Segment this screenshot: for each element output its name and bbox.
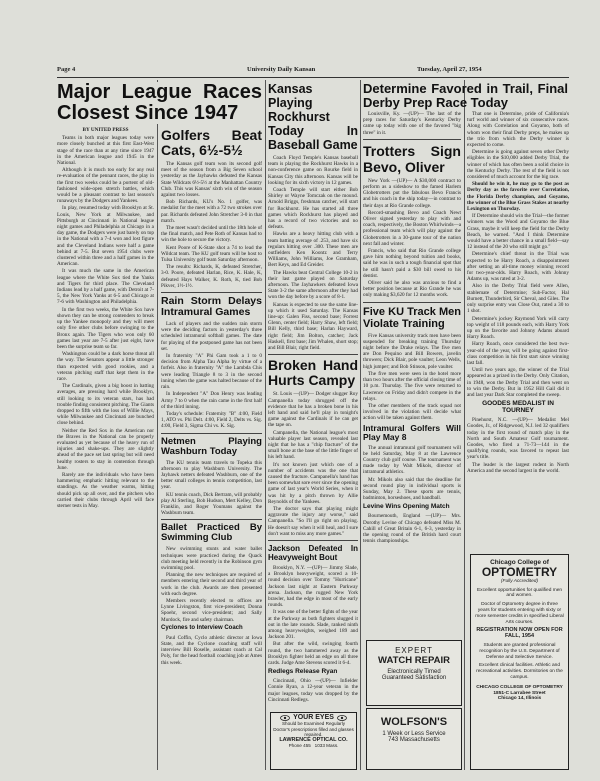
article-paragraph: Brooklyn, N.Y. —(UP)— Jimmy Slade, a Brooklyn heavyweight, scored a 10-round decision over Tommy "Hurricane" Jackson last night at Eastern Parkway arena. Jackson, the rugged New York brawler, had the edge in most of the early rounds. xyxy=(268,564,358,609)
article-paragraph: In Independent "A" Don Henry was leading Army 7 to 0 when the rain came in the first half of the third inning. xyxy=(161,391,262,410)
article-paragraph: Should he win it, he may go to the post as Derby day as the favorite over Correlation, the Florida Derby champion, and Goyamo, the winner of the Blue Grass Stakes at nearby Lexington on Thursday. xyxy=(467,181,569,213)
article-paragraph: The annual intramural golf tournament will be held Saturday, May 8 at the Lawrence Country club golf course. The tournament was made today by Walt Mikols, director of intramural athletics. xyxy=(363,444,461,476)
article-paragraph: Cincinnati, Ohio —(UP)— Infielder Connie Ryan, a 12-year veteran in the major leagues, today was dropped by the Cincinnati Redlegs. xyxy=(268,678,358,703)
article-paragraph: Coach Floyd Temple's Kansas baseball team is playing the Rockhurst Hawks in a non-conference game on Rourke field in Kansas City this afternoon. Kansas will be looking for its sixth victory in 12 games. xyxy=(268,155,358,186)
article-paragraph: Bob Richards, KU's No. 1 golfer, was medalist for the meet with a 72 two strokes over par. Richards defeated John Stretcher 3-0 in that match. xyxy=(161,199,262,224)
article-paragraph: Kent Poore of K-State shot a 74 to lead the Wildcat team. The KU golf team will be host to Tulsa University golf team Saturday afternoon. xyxy=(161,244,262,264)
header-rule xyxy=(57,77,569,78)
ad-opt-address1: CHICAGO COLLEGE OF OPTOMETRY xyxy=(476,684,563,690)
col-divider xyxy=(464,80,465,770)
article-paragraph: Rarely are the individuals who have been hammering emphatic hitting relevant to the standings. As the weather warms, hitting should pick up all over, and the pitchers who carried their clubs through April will face sterner tests in May. xyxy=(57,471,154,509)
article-paragraph: Washington could be a dark horse threat all the way. The Senators appear a little stronger than expected with good rookies, and a veteran pitching staff that kept them in the race. xyxy=(57,351,154,382)
article-paragraph: The doctor says that playing might aggravate the injury any worse," said Campanella. "So I'll go right on playing. He doesn't say when it will heal, and I sure don't want to miss any more games." xyxy=(268,505,358,537)
article-paragraph: Today's schedule: Fraternity "B" 4:00, Field 1, ATO vs. Phi Delt. 4:00, Field 2, Delts vs. Sig. 4:00, Field 3, Sigma Chi vs. K. Sig. xyxy=(161,410,262,430)
article-paragraph: Francis, who said that Rio Grande college gave him nothing beyond tuition and books, said he was in such a tough financial spot that he still hasn't paid a $30 bill owed to his dentist. xyxy=(363,248,461,279)
column-2 xyxy=(161,126,262,771)
ad-opt-body4: Excellent clinical facilities. Athletic and recreational activities. Dormitories on the campus. xyxy=(476,663,563,680)
ad-chicago-optometry xyxy=(470,554,569,770)
article-paragraph: It's not known just which one of a number of accidents was the one that caused the fracture. Campanella's hand has been somewhat sore ever since the opening game of last year's World Series, when it was hit by a pitch thrown by Allie Reynolds of the Yankees. xyxy=(268,461,358,505)
ad-opt-body2: Doctor of Optometry degree in three years for students entering with sixty or more semester credits in specified Liberal Arts courses. xyxy=(475,602,564,625)
article-paragraph: Harry Roach, once considered the best two-year-old of the year, will be going against first-class competition in his first start since winning last fall. xyxy=(467,341,569,366)
ad-eyes-line2: Doctor's prescriptions filled and glasses repaired. xyxy=(273,726,354,737)
article-paragraph: Oliver said he also was anxious to find a better position because at Rio Grande he was only making $3,620 for 12 months work. xyxy=(363,280,461,299)
headline-netmen: Netmen Playing Washburn Today xyxy=(161,435,262,457)
article-paragraph: Five Kansas university track men have been suspended for breaking training Thursday night before the Drake relays. The five men are Don Pequino and Bill Bowers, javelin throwers; Dick Blair, pole vaulter; Leon Wells, high jumper; and Bob Stinson, pole vaulter. xyxy=(363,332,461,370)
article-paragraph: Teams in both major leagues today were more closely bunched at this first East-West stage of the race than at any time since 1947 in the American league and 1945 in the National. xyxy=(57,135,154,167)
article-paragraph: KU tennis coach, Dick Bertram, will probably play Al Sterling, Bob Hudson, Mert Kelley, Don Franklin, and Roger Youmans against the Washburn team. xyxy=(161,491,262,517)
article-paragraph: New York —(UP)— A $30,000 contract to perform as a sideshow to the famed Harlem Globetrotters put the fabulous Bevo Francis and his coach in the ship today—in contrast to their days at Rio Grande college. xyxy=(363,177,461,209)
ad-watch-repair xyxy=(366,640,462,706)
issue-date: Tuesday, April 27, 1954 xyxy=(417,66,482,73)
ad-opt-body3: Students are granted professional recognition by the U.S. Department of Defense and Selective Service. xyxy=(479,642,560,660)
ad-eyes-phone-text: Phone 455 xyxy=(288,743,311,748)
article-paragraph: Pinehurst, N.C. —(UP)— Medalist Mel Goodes, Jr., of Ridgewood, N.J. led 32 qualifiers today in the first round of match play in the North and South Amateur Golf tournament. Goodes, who fired a 71-73—144 in the qualifying rounds, was favored to repeat last year's title. xyxy=(467,417,569,461)
section-rule xyxy=(268,540,358,541)
article-paragraph: But after the wild, swinging fourth round, the two hammered away as the Brooklyn fighter held an edge on all three cards. Judge Ame Stevens scored it 6-4. xyxy=(268,641,358,667)
ad-opt-accredited: (Fully Accredited) xyxy=(500,578,539,584)
article-paragraph: Also in the Derby Trial field were Allen, stablemate of Determine; Sub-Factor, Hal Burnett, Thunderbird, Sir Cheval, and Giles. The only surprise entry was Close Out, rated a 30 to 1 shot. xyxy=(467,283,569,315)
headline-ballet: Ballet Practiced By Swimming Club xyxy=(161,522,262,544)
section-rule xyxy=(363,139,461,140)
headline-cyclones: Cyclones to Interview Coach xyxy=(161,624,243,631)
headline-goodes: GOODES MEDALIST IN TOURNEY xyxy=(482,400,554,415)
article-paragraph: It was much the same in the American league where the White Sox tied the Yanks and Tigers for third place. The Cleveland Indians lead by a half game, with Detroit at 7-5, the New York Yanks at 6-5 and Chicago at 7-6 with Washington and Philadelphia. xyxy=(57,268,154,306)
ad-opt-title: OPTOMETRY xyxy=(481,564,558,579)
paper-name: University Daily Kansan xyxy=(247,66,316,73)
page-header xyxy=(57,66,569,76)
ad-lawrence-optical xyxy=(270,712,357,770)
headline-redlegs: Redlegs Release Ryan xyxy=(268,668,338,676)
article-paragraph: The five men were seen in the hotel more than two hours after the official closing time of 10 p.m. Thursday. The five were returned to Lawrence on Friday and didn't compete in the relays. xyxy=(363,370,461,402)
article-paragraph: St. Louis —(UP)— Dodger slugger Roy Campanella today shrugged off the evidence that he has a broken bone in his left hand and said he'll play in tonight's game against the Cardinals if he can get the tape on. xyxy=(268,391,358,429)
article-paragraph: Until two years ago, the winner of the Trial appeared as a prized in the Derby. Only Citation, in 1948, won the Derby Trial and then went on to win the Derby. But in 1952 Hill Gail did it and last year Dark Star completed the sweep. xyxy=(467,367,569,398)
article-paragraph: Planning the new techniques are required of members entering their second and third year of work in the club. Awards are then presented with each degree. xyxy=(161,572,262,597)
article-paragraph: If Determine should win the Trial—the former winners was the Wood and Goyamo the Blue Grass, maybe it will keep the field for the Derby Beach, he warned. "And I think Determine would have a better chance in a small field—say 12 instead of the 20 who still might go." xyxy=(467,213,569,251)
article-paragraph: The meet wasn't decided until the 18th hole of the final match, and Pete Roth of Kansas had to win the hole to secure the victory. xyxy=(161,225,263,244)
ad-wolfsons-l2: 743 Massachusetts xyxy=(388,737,440,743)
article-paragraph: In fraternity "A" Phi Gam took a 1 to 0 decision from Alpha Tau Alpha by virtue of a forfeit. Also in fraternity "A" the Lambda Chis were leading Triangle 8 to 3 in the second inning when the game was halted because of the rain. xyxy=(161,353,262,391)
article-paragraph: Hawks are a heavy hitting club with a team batting average of .253, and have six regulars hitting over .300. These men are outfielders Ken Koontz and Terry Williams, John Williams, Joe Gramham, Bert Keys, and Ed Greider. xyxy=(268,231,358,269)
article-paragraph: It was one of the better fights of the year at the Parkway as both fighters slugged it out in the late rounds. Slade, ranked ninth among heavyweights, weighed 189 and Jackson 201. xyxy=(268,609,358,641)
headline-broken-hand: Broken Hand Hurts Campy xyxy=(268,357,358,389)
article-paragraph: Determine is going against seven other Derby eligibles in the $10,000 added Derby Trial, the winner of which has often been a solid choice in the Kentucky Derby. The rest of the field is not considered of much account for the big race. xyxy=(467,149,569,181)
article-paragraph: Lack of players and the sudden rain storm were the deciding factors in yesterday's three scheduled intramural softball games. The date for playing of the postponed game has not been set. xyxy=(161,321,262,352)
article-paragraph: The Hawks beat Central College 10-2 in their last game played on Saturday afternoon. The Jayhawkers defeated Iowa State 3-2 the same afternoon after they had won the day before by a score of 8-1. xyxy=(268,269,358,301)
ad-opt-body1: Excellent opportunities for qualified men and women. xyxy=(476,587,563,599)
article-paragraph: Coach Temple will start either Bob Shirley or Wayne Tomczak on the mound. Arnold Briggs, freshman catcher, will start for Rockhurst. He has started all three games which Rockhurst has played and has a record of two victories and no defeats. xyxy=(268,187,358,231)
ad-watch-l4: Guaranteed Satisfaction xyxy=(381,675,447,681)
article-paragraph: In play, resumed today with Brooklyn at St. Louis, New York at Milwaukee, and Pittsburgh at Cincinnati in National league night games and Philadelphia at Chicago in a day game, the Dodgers were just barely on top in the National with a 7-4 won and lost figure and the Cleveland Indians were half a game behind at 7-5. But seven 1954 clubs were clustered within three and a half games in the American. xyxy=(57,205,154,268)
ad-eyes-title: YOUR EYES xyxy=(293,714,334,722)
ad-wolfsons-name: WOLFSON'S xyxy=(380,716,448,728)
article-paragraph: Louisville, Ky. —(UP)— The last of the prep races for Saturday's Kentucky Derby came up today with one of the favored "big three" in it. xyxy=(363,111,461,136)
headline-golfers: Golfers Beat Cats, 6½-5½ xyxy=(161,127,262,158)
headline-jackson: Jackson Defeated In Heavyweight Bout xyxy=(268,543,358,562)
section-rule xyxy=(363,302,461,303)
section-rule xyxy=(161,433,262,434)
article-paragraph: Determine's jockey Raymond York will carry top weight of 118 pounds each, with Harry York up on the favorite and Johnny Adams aboard Harry Roach. xyxy=(467,315,569,341)
headline-trotters: Trotters Sign Bevo, Oliver xyxy=(363,142,461,175)
article-paragraph: The other members of the track squad not involved in the violation will decide what action will be taken against them. xyxy=(363,402,461,422)
ad-watch-l3: Electronically Timed xyxy=(387,669,441,675)
ad-opt-address2: 1851-C Larrabee Street xyxy=(493,690,546,696)
section-rule xyxy=(161,292,262,293)
headline-intramural-golfers: Intramural Golfers Will Play May 8 xyxy=(363,422,461,442)
article-paragraph: The results: Richards, K, defeated Stretcher, 3-0. Poore, defeated Harlan, Rice, K. Hale, K, defeated Hays Walker, K. Roth, K, tied Bob Pikver, 1½-1½. xyxy=(161,264,262,289)
headline-major-league: Major League Races Closest Since 1947 xyxy=(57,81,262,124)
page-number: Page 4 xyxy=(57,66,76,73)
column-3 xyxy=(268,80,358,771)
col-divider xyxy=(157,80,158,770)
article-paragraph: The leader is the largest rodent in North America and the second largest in the world. xyxy=(467,461,569,474)
ad-opt-registration: REGISTRATION NOW OPEN FOR FALL, 1954 xyxy=(476,627,563,640)
section-rule xyxy=(161,519,262,520)
ad-eyes-line1: Should be Examined Regularly xyxy=(281,721,346,726)
headline-rain-storm: Rain Storm Delays Intramural Games xyxy=(161,295,262,319)
article-paragraph: Record-smashing Bevo and Coach Newt Oliver signed yesterday to play with and coach, respectively, the Boston Whirlwinds—a professional team which will play against the Globetrotters in a 30-game tour of the nation next fall and winter. xyxy=(363,209,461,247)
ad-wolfsons xyxy=(366,708,462,770)
article-paragraph: New swimming stunts and water ballet techniques were practiced during the Quack club meeting held recently in the Robinson gym swimming pool. xyxy=(161,546,262,571)
article-paragraph: Paul Coffin, Cyclo athletic director at Iowa State, and the Cyclone coaching staff will interview Bill Roselle, assistant coach at Cal Poly, for the head football coaching job at Ames this week. xyxy=(161,634,262,666)
ad-opt-address3: Chicago 14, Illinois xyxy=(497,696,542,702)
section-rule xyxy=(268,354,358,355)
col-divider xyxy=(265,80,266,770)
ad-watch-l2: WATCH REPAIR xyxy=(378,655,450,666)
ad-eyes-address: 1033 Mass. xyxy=(314,743,339,748)
article-paragraph: Bournemouth, England —(UP)— Mrs. Dorothy Levine of Chicago defeated Miss M. Cahill of Great Britain 6-1, 6-3, yesterday in the opening round of the British hard court tennis championships. xyxy=(363,513,461,545)
ad-wolfsons-l1: 1 Week or Less Service xyxy=(382,731,446,737)
article-paragraph: Kansas is expected to use the same line-up which it used Saturday. The Kansas line-up: Galen Fiss, second base; Forrest Glenn, center field; Harry Shaw, left field; Bill Kelly, third base; Harlan Hayward, right field; Jim Bolton, catcher; Jack Haskell, first base; Jim Whalen, short stop; and Bill Blair, right field. xyxy=(268,301,358,352)
col-divider xyxy=(360,80,361,770)
article-paragraph: Determine's chief threat in the Trial was expected to be Harry Roach, a disappointment after setting an all-time money winning record for two-year-olds. Harry Roach, with Johnny Adams up, was rated at 3-2. xyxy=(467,251,569,283)
ad-eyes-company: LAWRENCE OPTICAL CO. xyxy=(279,736,348,743)
article-paragraph: The Kansas golf team won its second golf meet of the season from a Big Seven school yesterday as the Jayhawks defeated the Kansas State Wildcats 6½-5½ at the Manhattan Country Club. This was Kansas' sixth win of the season against two losses. xyxy=(161,161,262,199)
article-paragraph: Members recently elected to offices are Lynne Livingston, first vice-president; Donna Spoehr, second vice-president; and Sally Murdock, fire and safety chairman. xyxy=(161,597,262,623)
article-paragraph: Mr. Mikols also said that the deadline for second round play in individual sports is Sunday, May 2. These sports are tennis, badminton, horseshoes, and handball. xyxy=(363,476,461,502)
article-paragraph: The KU tennis team travels to Topeka this afternoon to play Washburn University. The Jayhawk netters defeated Washburn, one of the better small colleges in tennis competition, last year. xyxy=(161,459,262,491)
ad-opt-school: Chicago College of xyxy=(490,559,549,566)
article-paragraph: Neither the Red Sox in the American nor the Braves in the National can be properly evaluated as yet because of the heavy run of injuries and shake-ups. They are slightly ahead of the pace set last spring but will need healthy rosters to stay in contention through June. xyxy=(57,427,154,471)
article-paragraph: Campanella, the National league's most valuable player last season, revealed last night that he has a "chip fracture" of the small bone at the base of the little finger of his left hand. xyxy=(268,429,358,461)
article-paragraph: The Cardinals, given a big boost in batting averages, are pressing hard while Brooklyn, still looking to its veteran stars, has had trouble finding consistent pitching. The Giants dropped to fifth with the loss of Willie Mays, while Milwaukee and Cincinnati are bunched close behind. xyxy=(57,383,154,427)
article-paragraph: That one is Determine, pride of California's turf world and winner of six consecutive races. Along with Correlation and Goyamo, both of whom won their final Derby preps, he makes up the trio from which the Derby winner is expected to come. xyxy=(467,111,569,149)
article-paragraph: In the first two weeks, the White Sox have shown they can be strong contenders to break up the Yankee monopoly and they will meet only five other clubs before swinging to the Bronx again. The Tigers who won only 60 games last year are 7-5 after just eight, have been the surprise team so far. xyxy=(57,306,154,350)
ad-eyes-phone xyxy=(271,743,356,749)
headline-determine: Determine Favored in Trail, Final Derby Prep Race Today xyxy=(363,81,568,110)
column-5 xyxy=(467,111,569,546)
article-paragraph: Although it is much too early for any real re-evaluation of the pennant races, the play in the first two weeks could be a portent of old-fashioned wide-open stretch battles, which would be a pleasant contrast to last season's runaways by the Dodgers and Yankees. xyxy=(57,167,154,205)
headline-kansas-playing: Kansas Playing Rockhurst Today In Baseball Game xyxy=(268,82,358,152)
ad-watch-l1: EXPERT xyxy=(395,646,433,655)
headline-five-ku: Five KU Track Men Violate Training xyxy=(363,305,461,330)
byline: BY UNITED PRESS xyxy=(82,127,129,133)
headline-levine: Levine Wins Opening Match xyxy=(363,503,450,511)
